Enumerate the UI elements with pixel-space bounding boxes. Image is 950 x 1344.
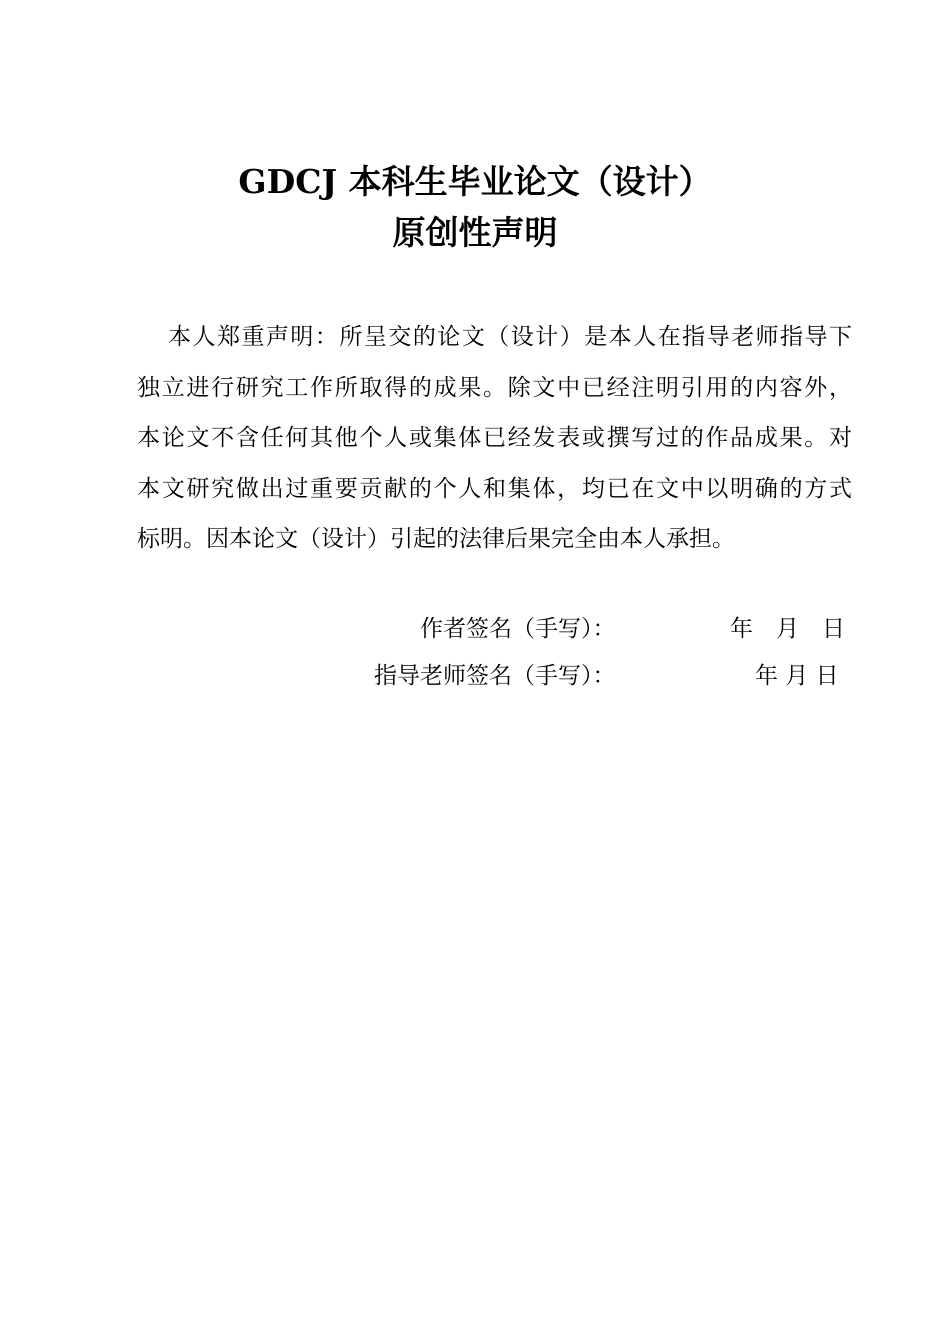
author-signature-date: 年 月 日: [730, 616, 845, 642]
declaration-line: 本文研究做出过重要贡献的个人和集体，均已在文中以明确的方式: [137, 475, 852, 502]
declaration-line: 本论文不含任何其他个人或集体已经发表或撰写过的作品成果。对: [137, 425, 852, 451]
document-subtitle: 原创性声明: [392, 213, 558, 252]
declaration-line: 标明。因本论文（设计）引起的法律后果完全由本人承担。: [137, 526, 735, 552]
advisor-signature-date: 年 月 日: [755, 663, 839, 689]
declaration-paragraph: [137, 312, 852, 565]
declaration-line: 独立进行研究工作所取得的成果。除文中已经注明引用的内容外，: [137, 374, 852, 401]
author-signature-label: 作者签名（手写）：: [420, 616, 616, 642]
declaration-line: 本人郑重声明：所呈交的论文（设计）是本人在指导老师指导下: [168, 324, 852, 350]
document-title: GDCJ 本科生毕业论文（设计）: [238, 162, 712, 201]
advisor-signature-label: 指导老师签名（手写）：: [374, 663, 616, 689]
